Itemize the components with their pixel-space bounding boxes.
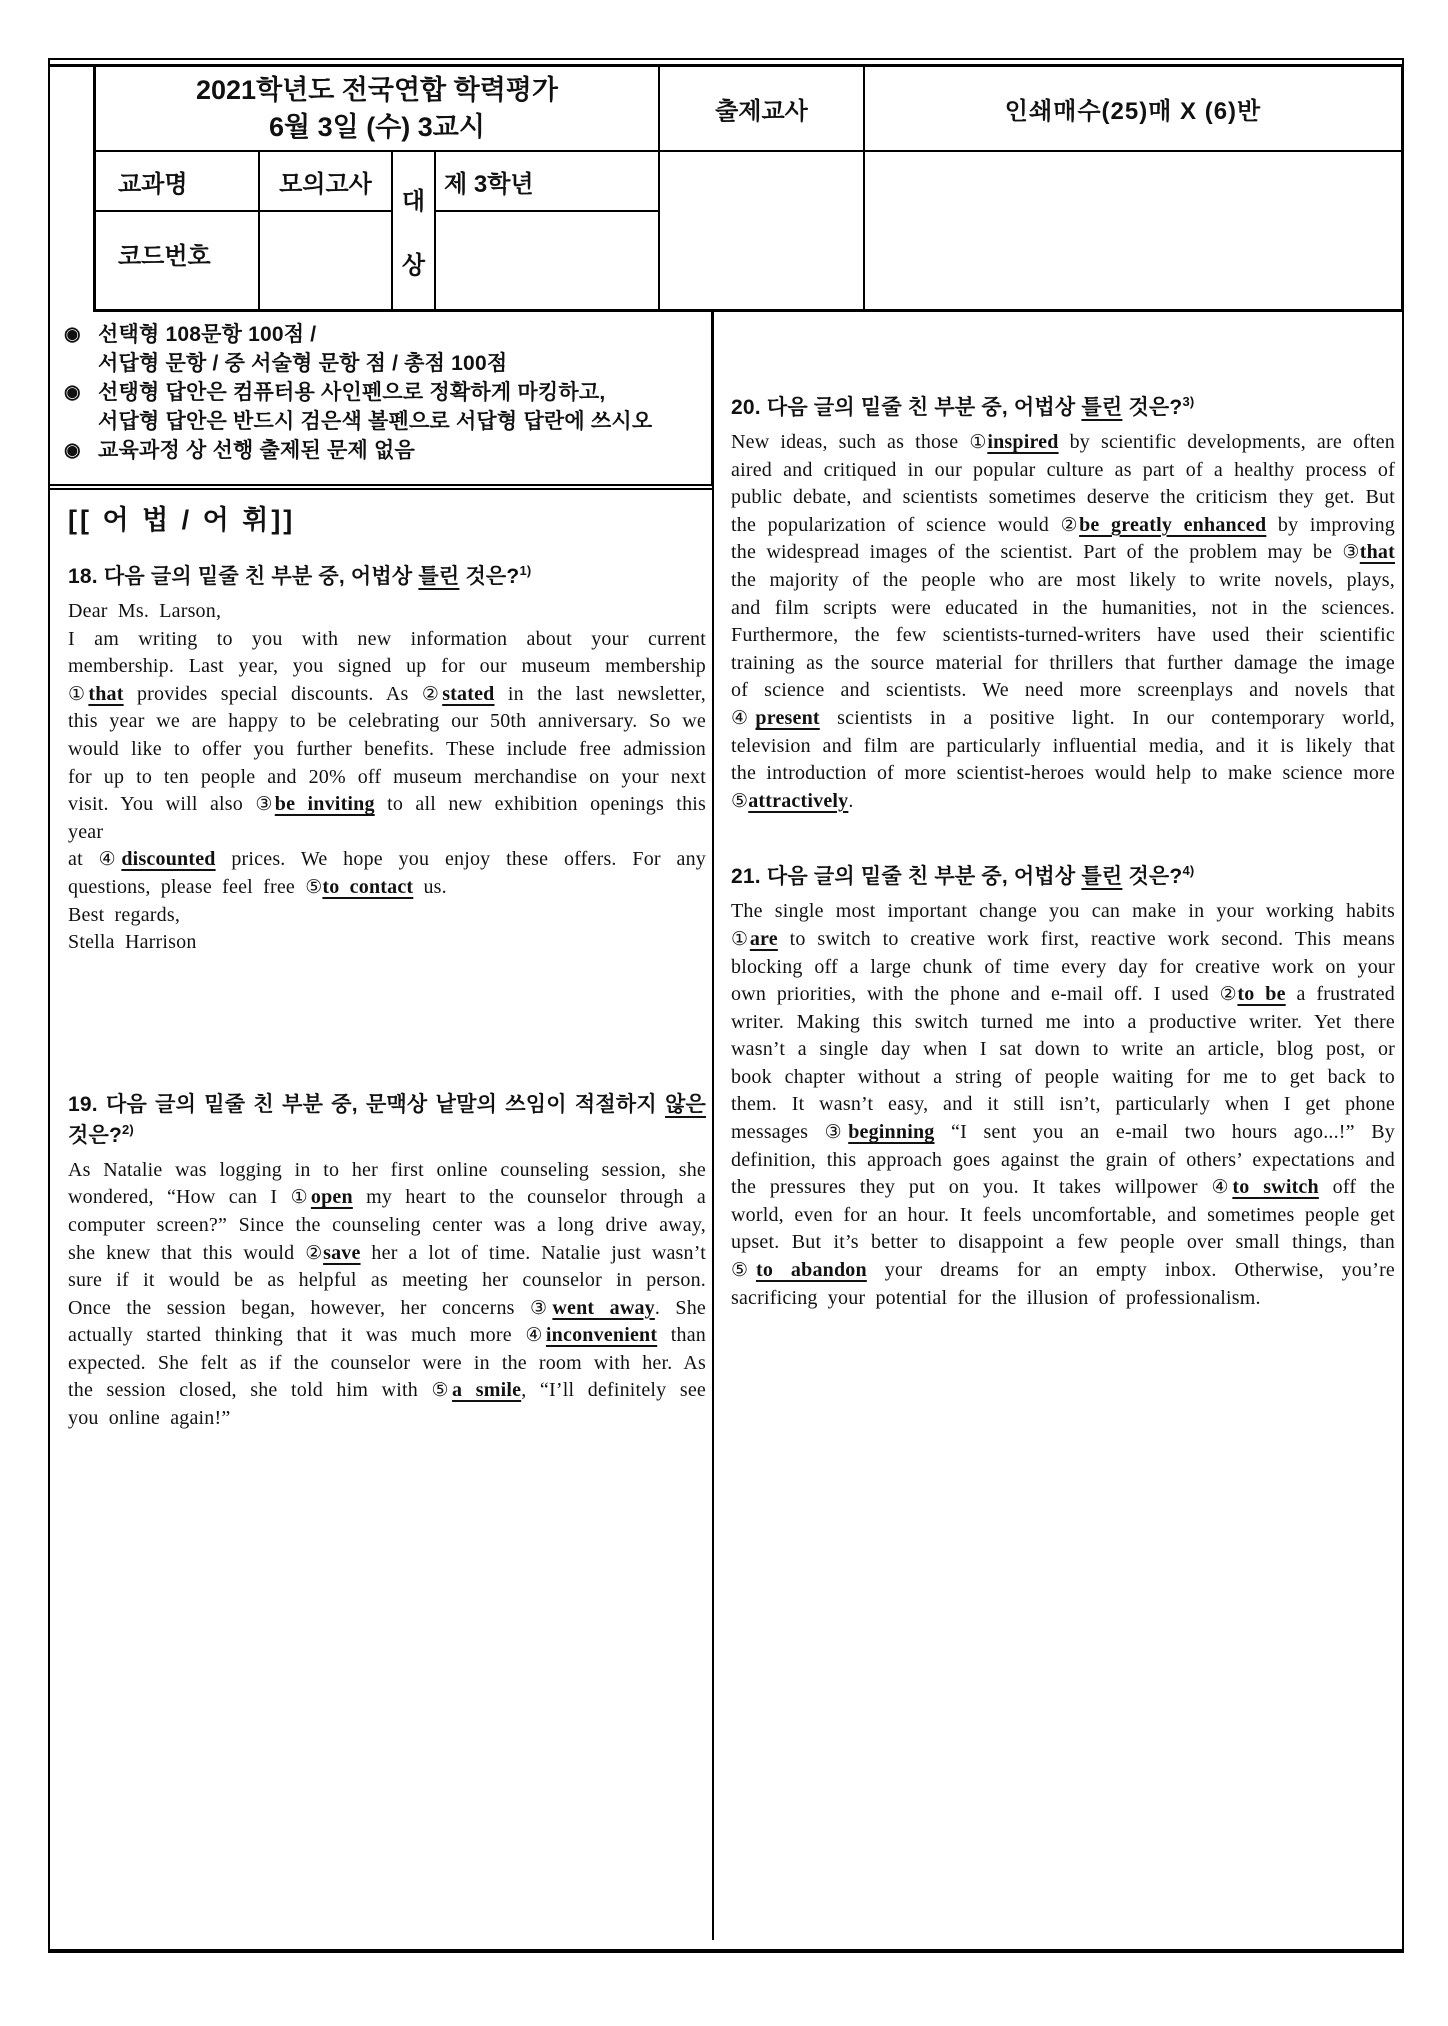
choice-word: open bbox=[310, 1186, 353, 1209]
bullet-icon: ◉ bbox=[64, 382, 81, 403]
choice-word: that bbox=[1359, 541, 1395, 564]
print-count-cell: 인쇄매수(25)매 X (6)반 bbox=[865, 67, 1401, 152]
code-label-cell: 코드번호 bbox=[96, 212, 260, 309]
question-19-body: As Natalie was logging in to her first online counseling session, she wondered, “How can I ①open my heart to the counselor through a computer screen?” Since the counseling center was a long drive away, she knew that this would ②save her a lot of time. Natalie just wasn’t sure if it would be as helpful as meeting her counselor in person. Once the session began, however, her concerns ③went away. She actually started thinking that it was much more ④inconvenient than expected. She felt as if the counselor were in the room with her. As the session closed, she told him with ⑤a smile, “I’ll definitely see you online again!” bbox=[68, 1158, 706, 1430]
choice-word: attractively bbox=[748, 789, 849, 812]
choice-word: discounted bbox=[121, 848, 216, 871]
choice-word: to contact bbox=[322, 875, 414, 898]
question-18 bbox=[68, 561, 706, 957]
choice-word: present bbox=[755, 706, 820, 729]
right-column bbox=[731, 392, 1395, 1312]
choice-number: ⑤ bbox=[731, 1259, 756, 1282]
choice-word: to switch bbox=[1232, 1176, 1319, 1199]
subject-value-cell: 모의고사 bbox=[260, 152, 393, 212]
choice-word: inconvenient bbox=[545, 1324, 658, 1347]
choice-number: ⑤ bbox=[731, 789, 749, 812]
notice-item bbox=[64, 436, 711, 465]
notice-box bbox=[50, 312, 713, 490]
code-value-cell bbox=[260, 212, 393, 309]
choice-number: ② bbox=[421, 682, 443, 705]
choice-number: ③ bbox=[824, 1121, 849, 1144]
choice-number: ② bbox=[1219, 983, 1238, 1006]
notice-line: 서답형 답안은 반드시 검은색 볼펜으로 서답형 답란에 쓰시오 bbox=[98, 410, 653, 433]
question-20-title: 20. 다음 글의 밑줄 친 부분 중, 어법상 틀린 것은?$^{3)}$ bbox=[731, 394, 1195, 419]
target-char-top: 대 bbox=[401, 187, 426, 215]
notice-line: 선탱형 답안은 컴퓨터용 사인펜으로 정확하게 마킹하고, bbox=[98, 381, 606, 404]
teacher-label-cell: 출제교사 bbox=[660, 67, 865, 152]
target-char-bottom: 상 bbox=[401, 252, 426, 280]
section-heading: [[ 어 법 / 어 휘]] bbox=[68, 505, 296, 535]
choice-word: be inviting bbox=[274, 793, 375, 816]
print-value-cell bbox=[865, 152, 1401, 309]
choice-word: beginning bbox=[848, 1121, 935, 1144]
choice-number: ⑤ bbox=[431, 1379, 453, 1402]
choice-word: to be bbox=[1237, 983, 1286, 1006]
choice-number: ① bbox=[290, 1186, 311, 1209]
question-21 bbox=[731, 861, 1395, 1312]
exam-title-cell bbox=[96, 67, 660, 152]
choice-number: ③ bbox=[1342, 541, 1360, 564]
question-19 bbox=[68, 1089, 706, 1433]
choice-number: ④ bbox=[1211, 1176, 1233, 1199]
choice-number: ④ bbox=[525, 1324, 546, 1347]
grade-value-cell: 제 3학년 bbox=[436, 152, 660, 212]
choice-number: ① bbox=[68, 682, 89, 705]
choice-number: ③ bbox=[530, 1296, 553, 1319]
exam-title-line1: 2021학년도 전국연합 학력평가 bbox=[196, 74, 558, 105]
choice-word: save bbox=[323, 1241, 361, 1264]
choice-word: stated bbox=[442, 682, 495, 705]
choice-word: a smile bbox=[452, 1379, 522, 1402]
choice-word: to abandon bbox=[755, 1259, 867, 1282]
notice-item bbox=[64, 320, 711, 378]
notice-line: 교육과정 상 선행 출제된 문제 없음 bbox=[98, 439, 415, 462]
choice-word: be greatly enhanced bbox=[1079, 513, 1267, 536]
choice-number: ③ bbox=[255, 793, 275, 816]
notice-item bbox=[64, 378, 711, 436]
notice-line: 선택형 108문항 100점 / bbox=[98, 323, 317, 346]
choice-number: ① bbox=[969, 431, 988, 453]
notice-line: 서답형 문항 / 중 서술형 문항 점 / 총점 100점 bbox=[98, 352, 508, 375]
question-20-body: New ideas, such as those ①inspired by scientific developments, are often aired and critiqued in our popular culture as part of a healthy process of public debate, and scientists sometimes deserve the criticism they get. But the popularization of science would ②be greatly enhanced by improving the widespread images of the scientist. Part of the problem may be ③that the majority of the people who are most likely to write novels, plays, and film scripts were educated in the humanities, not in the sciences. Furthermore, the few scientists-turned-writers have used their scientific training as the source material for thrillers that further damage the image of science and scientists. We need more screenplays and novels that ④present scientists in a positive light. In our contemporary world, television and film are particularly influential media, and it is likely that the introduction of more scientist-heroes would help to make science more ⑤attractively. bbox=[731, 431, 1396, 812]
choice-word: inspired bbox=[987, 431, 1059, 453]
choice-number: ⑤ bbox=[305, 875, 323, 898]
choice-number: ② bbox=[1060, 513, 1080, 536]
teacher-value-cell bbox=[660, 152, 865, 309]
choice-number: ④ bbox=[98, 848, 122, 871]
choice-word: are bbox=[749, 927, 778, 950]
choice-number: ① bbox=[731, 927, 750, 950]
exam-header-table bbox=[93, 64, 1404, 312]
choice-word: that bbox=[88, 682, 124, 705]
grade-extra-cell bbox=[436, 212, 660, 309]
left-column bbox=[68, 498, 706, 1433]
question-18-title: 18. 다음 글의 밑줄 친 부분 중, 어법상 틀린 것은?$^{1)}$ bbox=[68, 563, 532, 588]
question-21-body: The single most important change you can make in your working habits ①are to switch to creative work first, reactive work second. This means blocking off a large chunk of time every day for creative work on your own priorities, with the phone and e-mail off. I used ②to be a frustrated writer. Making this switch turned me into a productive writer. Yet there wasn’t a single day when I sat down to write an article, blog post, or book chapter without a string of people waiting for me to get back to them. It wasn’t easy, and it still isn’t, particularly when I get phone messages ③beginning “I sent you an e-mail two hours ago...!” By definition, this approach goes against the grain of others’ expectations and the pressures they put on you. It takes willpower ④to switch off the world, even for an hour. It feels uncomfortable, and sometimes people get upset. But it’s better to disappoint a few people over small things, than ⑤to abandon your dreams for an empty inbox. Otherwise, you’re sacrificing your potential for the illusion of professionalism. bbox=[731, 900, 1396, 1309]
question-21-title: 21. 다음 글의 밑줄 친 부분 중, 어법상 틀린 것은?$^{4)}$ bbox=[731, 863, 1195, 889]
subject-label-cell: 교과명 bbox=[96, 152, 260, 212]
exam-title-line2: 6월 3일 (수) 3교시 bbox=[269, 111, 485, 142]
choice-number: ④ bbox=[731, 706, 756, 729]
question-18-body: Dear Ms. Larson, I am writing to you with new information about your current membership. Last year, you signed up for our museum membership ①that provides special discounts. As ②stated in the last newsletter, this year we are happy to be celebrating our 50th anniversary. So we would like to offer you further benefits. These include free admission for up to ten people and 20% off museum merchandise on your next visit. You will also ③be inviting to all new exhibition openings this year at ④discounted prices. We hope you enjoy these offers. For any questions, please feel free ⑤to contact us. Best regards, Stella Harrison bbox=[68, 600, 707, 954]
choice-number: ② bbox=[305, 1241, 324, 1264]
bullet-icon: ◉ bbox=[64, 324, 81, 345]
target-label-cell bbox=[393, 152, 436, 309]
bullet-icon: ◉ bbox=[64, 440, 81, 461]
column-divider bbox=[712, 312, 714, 1940]
choice-word: went away bbox=[552, 1296, 655, 1319]
question-20 bbox=[731, 392, 1395, 815]
question-19-title: 19. 다음 글의 밑줄 친 부분 중, 문맥상 낱말의 쓰임이 적절하지 않은 것은?$^{2)}$ bbox=[68, 1092, 706, 1147]
